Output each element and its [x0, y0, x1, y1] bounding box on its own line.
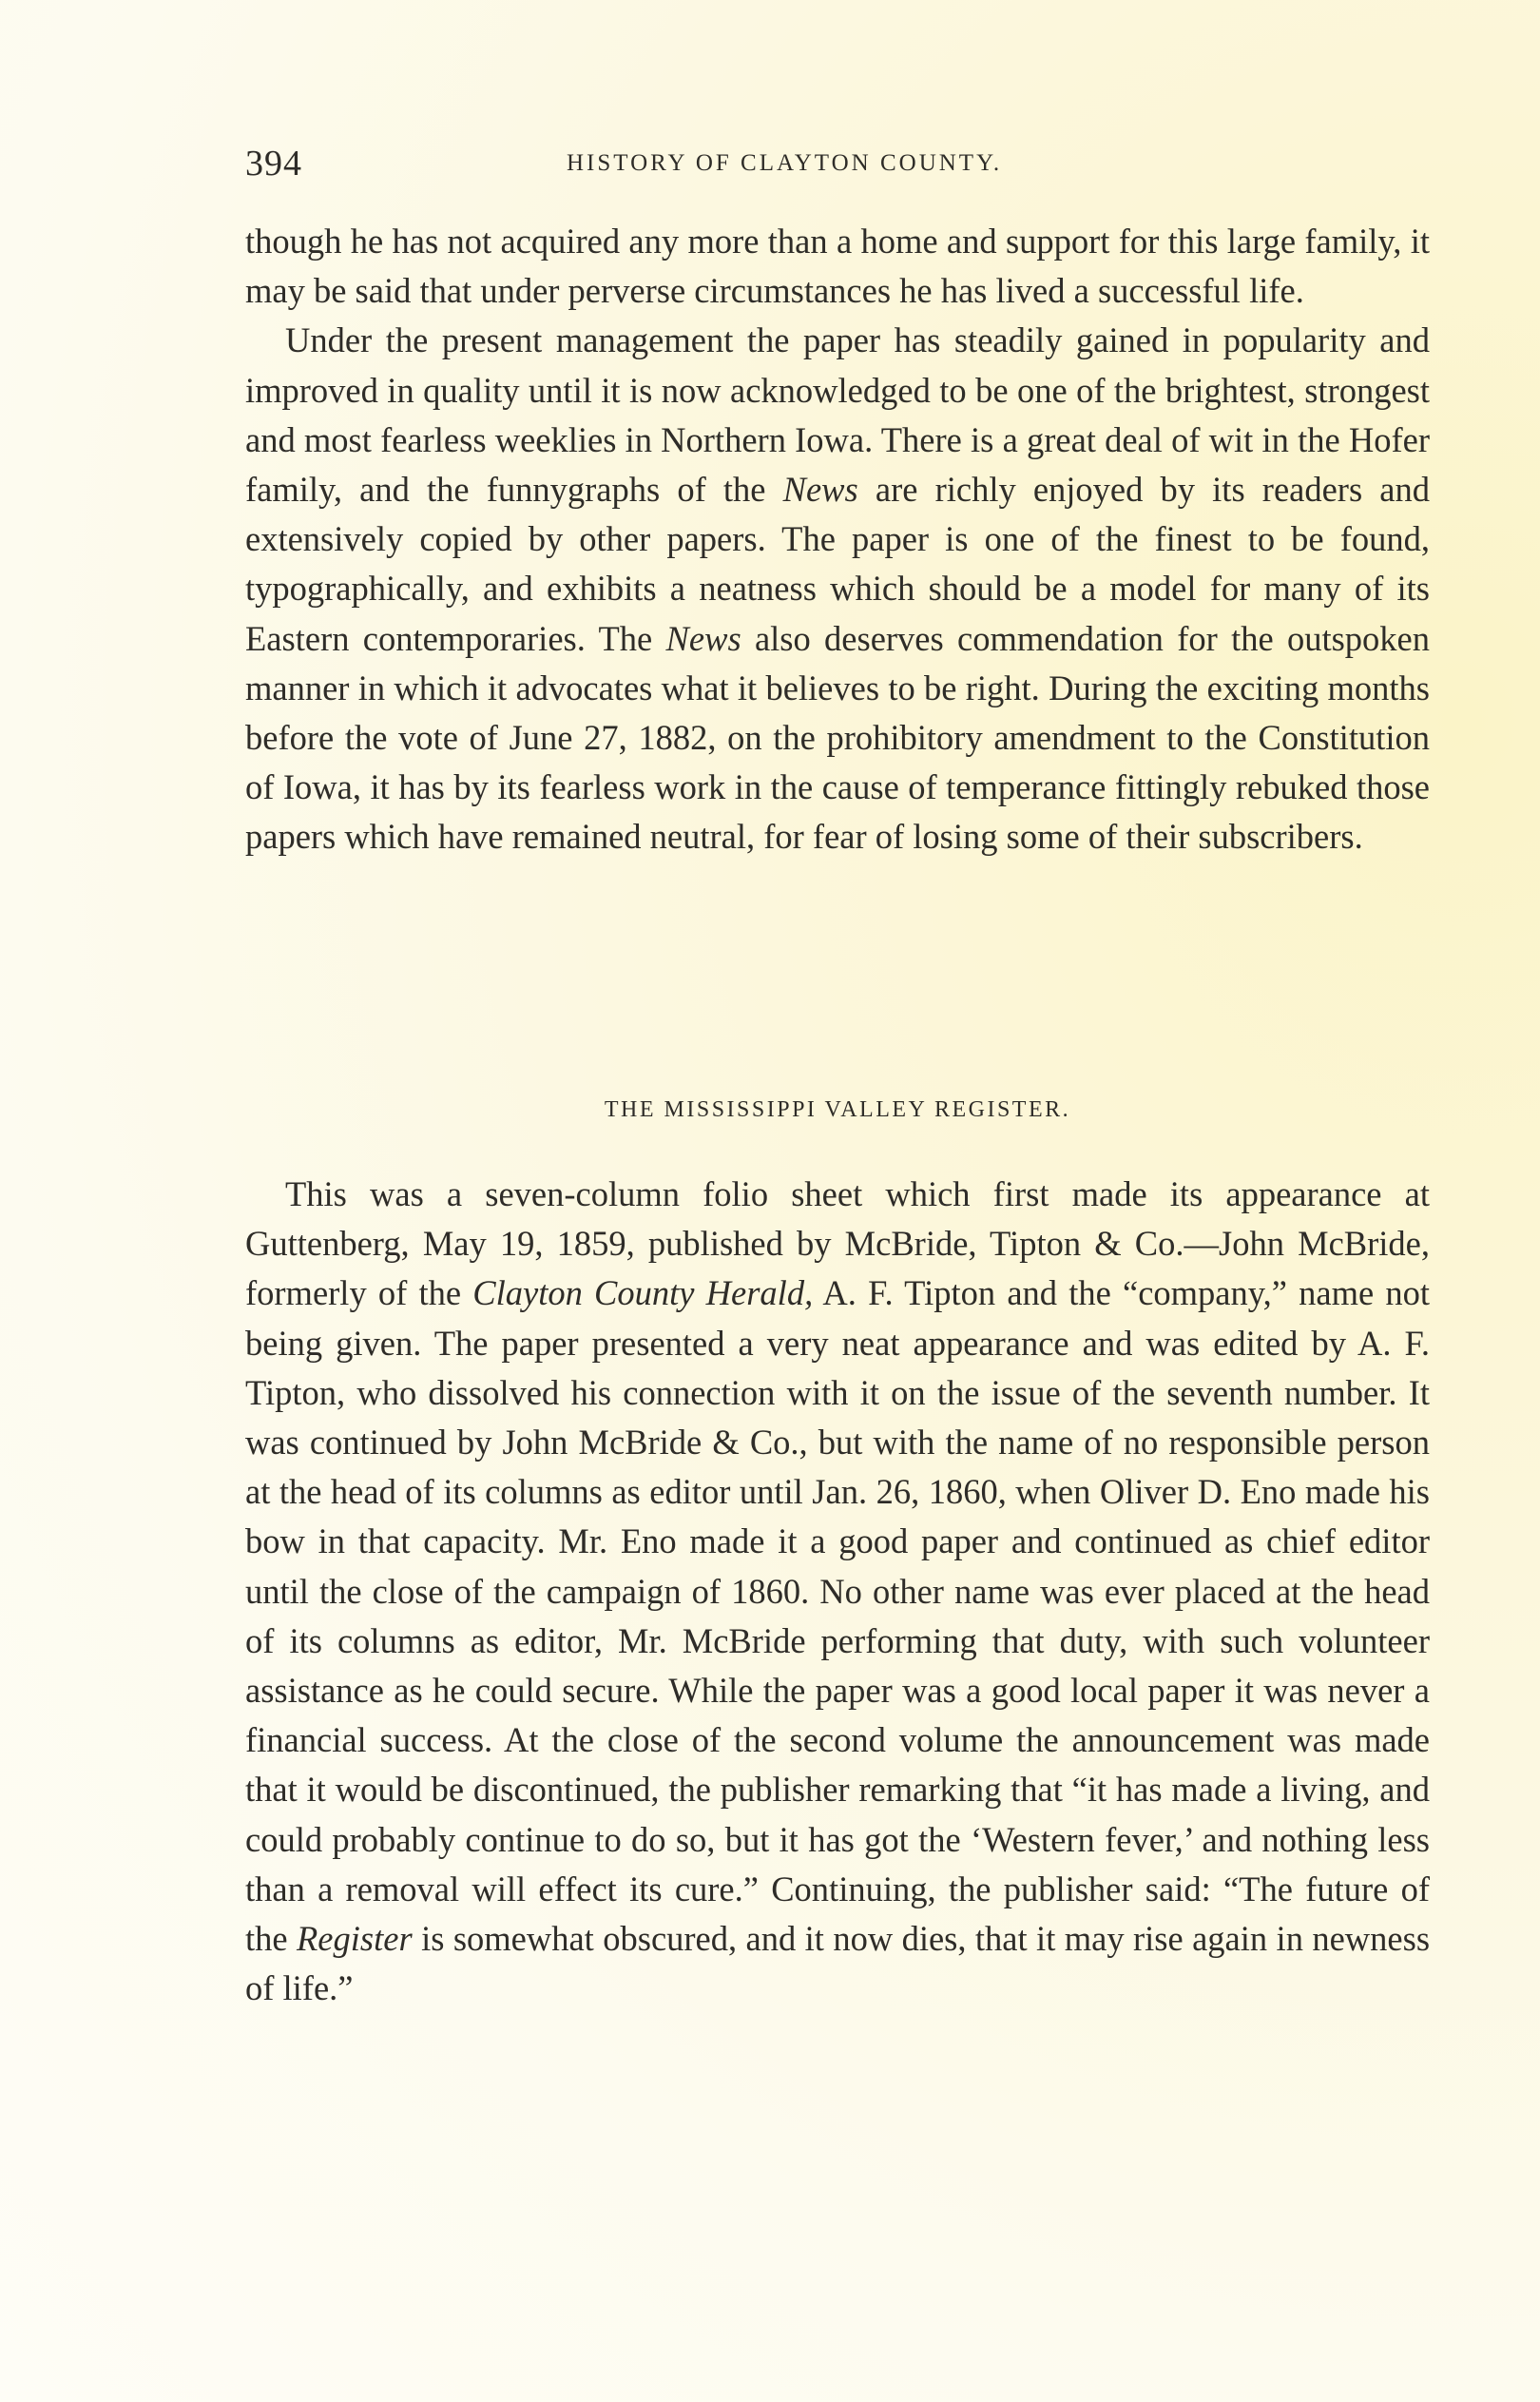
paragraph-register [245, 1170, 1430, 2013]
body-text [245, 217, 1430, 862]
paragraph-continuation: though he has not acquired any more than a home and support for this large family, it may be said that under perverse circumstances he has lived a successful life. [245, 222, 1430, 311]
section-body-text [245, 1170, 1430, 2013]
paragraph-text: also deserves commendation for the outspoken manner in which it advocates what it believes to be right. During the exciting months before the vote of June 27, 1882, on the prohibitory amendment to the Constitution of Iowa, it has by its fearless work in the cause of temperance fittingly rebuked those papers which have remained neutral, for fear of losing some of their subscribers. [245, 618, 1431, 857]
italic-title: News [665, 618, 741, 658]
paragraph-text: is somewhat obscured, and it now dies, that it may rise again in newness of life.” [245, 1919, 1431, 2008]
paragraph-text: This was a seven-column folio sheet which first made its appearance at Guttenberg, May 19, 1859, published by McBride, Tipton & Co.—John McBride, formerly of the [245, 1174, 1430, 1313]
italic-title: News [782, 470, 858, 510]
page-number: 394 [245, 144, 302, 184]
paragraph-management [245, 316, 1430, 862]
section-heading: THE MISSISSIPPI VALLEY REGISTER. [604, 1097, 1071, 1122]
italic-title: Clayton County Herald, [472, 1273, 814, 1313]
running-head: HISTORY OF CLAYTON COUNTY. [567, 150, 1003, 176]
paragraph-text: are richly enjoyed by its readers and extensively copied by other papers. The paper is one of the finest to be found, typographically, and exhibits a neatness which should be a model for many of its Eastern contemporaries. The [245, 470, 1430, 658]
paragraph-text: A. F. Tipton and the “company,” name not being given. The paper presented a very neat appearance and was edited by A. F. Tipton, who dissolved his connection with it on the issue of the seventh number. It was continued by John McBride & Co., but with the name of no responsible person at the head of its columns as editor until Jan. 26, 1860, when Oliver D. Eno made his bow in that capacity. Mr. Eno made it a good paper and continued as chief editor until the close of the campaign of 1860. No other name was ever placed at the head of its columns as editor, Mr. McBride performing that duty, with such volunteer assistance as he could secure. While the paper was a good local paper it was never a financial success. At the close of the second volume the announcement was made that it would be discontinued, the publisher remarking that “it has made a living, and could probably continue to do so, but it has got the ‘Western fever,’ and nothing less than a removal will effect its cure.” Continuing, the publisher said: “The future of the [245, 1273, 1431, 1959]
italic-title: Register [297, 1919, 413, 1959]
paragraph-text: Under the present management the paper has steadily gained in popularity and improved in quality until it is now acknowledged to be one of the brightest, strongest and most fearless weeklies in Northern Iowa. There is a great deal of wit in the Hofer family, and the funnygraphs of the [245, 320, 1430, 510]
page-header [245, 143, 1432, 184]
